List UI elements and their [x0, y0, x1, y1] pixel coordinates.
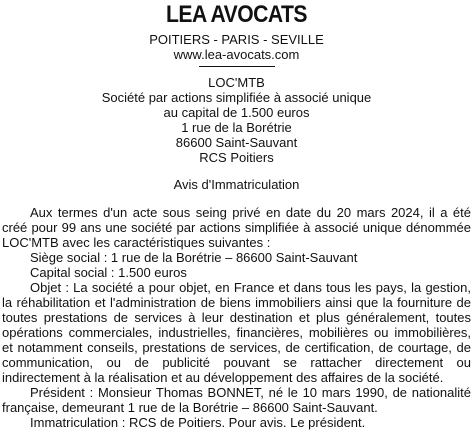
notice-objet: Objet : La société a pour objet, en France et dans tous les pays, la gestion, la réhabilitation et l'administration de biens immobiliers ainsi que la fourniture de toutes prestations de services à leur destination et plus généralement, toutes opérations commerciales, industrielles, financières, mobilières ou immobilières, et notamment conseils, prestations de services, de certification, de courtage, de communication, ou de publicité pouvant se rattacher directement ou indirectement à la réalisation et au développement des affaires de la société.	[2, 280, 471, 385]
notice-president: Président : Monsieur Thomas BONNET, né le 10 mars 1990, de nationalité française, demeurant 1 rue de la Borétrie – 86600 Saint-Sauvant.	[2, 385, 471, 415]
company-capital: au capital de 1.500 euros	[163, 105, 310, 120]
company-form: Société par actions simplifiée à associé unique	[101, 90, 372, 105]
notice-immatriculation: Immatriculation : RCS de Poitiers. Pour avis. Le président.	[30, 415, 366, 430]
notice-capital: Capital social : 1.500 euros	[30, 265, 187, 280]
notice-intro: Aux termes d'un acte sous seing privé en date du 20 mars 2024, il a été créé pour 99 ans une société par actions simplifiée à associé unique dénommée LOC'MTB avec les caractéristiques suivantes :	[2, 205, 471, 250]
notice-title: Avis d'Immatriculation	[173, 177, 300, 192]
company-name: LOC'MTB	[208, 75, 265, 90]
firm-offices: POITIERS - PARIS - SEVILLE	[149, 32, 324, 47]
firm-name: LEA AVOCATS	[166, 1, 307, 28]
notice-siege: Siège social : 1 rue de la Borétrie – 86600 Saint-Sauvant	[30, 250, 358, 265]
header-divider	[199, 66, 275, 67]
company-address-line1: 1 rue de la Borétrie	[181, 120, 292, 135]
company-registry: RCS Poitiers	[199, 150, 274, 165]
company-address-line2: 86600 Saint-Sauvant	[175, 135, 298, 150]
firm-website: www.lea-avocats.com	[173, 47, 300, 62]
